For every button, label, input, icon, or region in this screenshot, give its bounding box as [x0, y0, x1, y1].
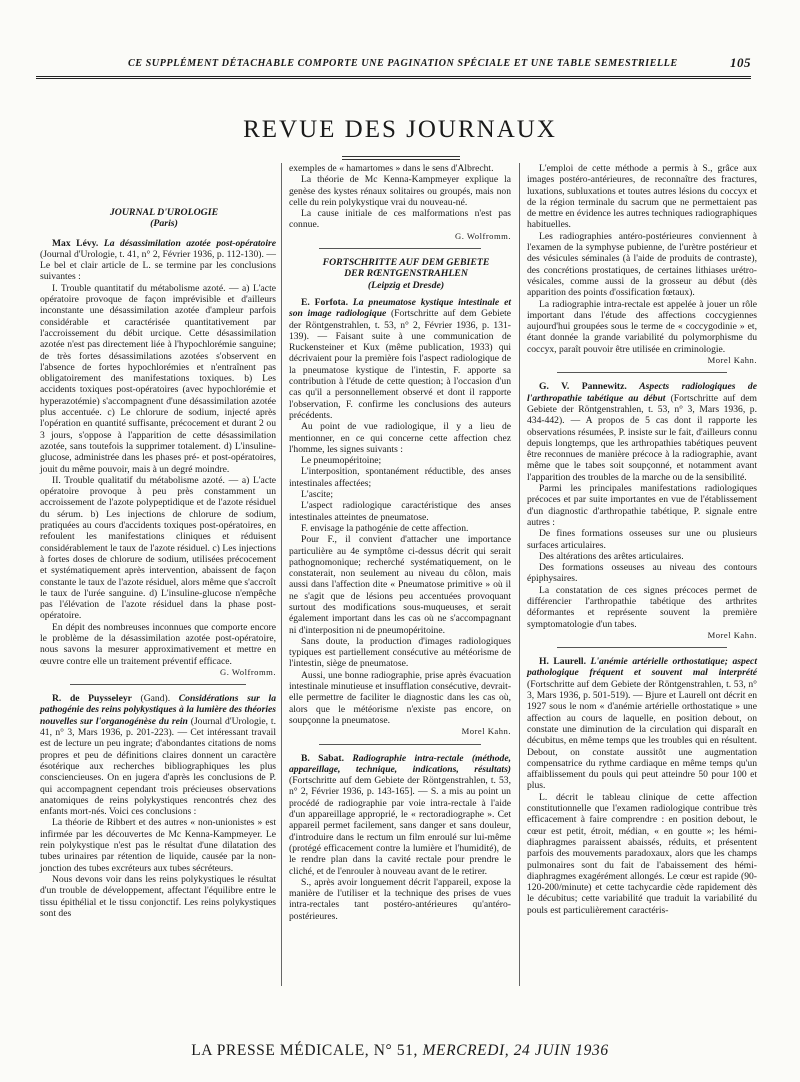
article-text: — A propos de 5 cas dont il rapporte les observations résumées, P. insiste sur le fait, d'ailleurs connu depuis longtemps, que les arthropathies tabétiques peuvent être reconnues de manière précoce à la radiographie, avant même que le tabes soit soupçonné, et notamment avant l'apparition des troubles de la marche ou de la sensibilité. [527, 415, 757, 483]
page-title: REVUE DES JOURNAUX [243, 116, 557, 143]
signature: G. Wolfromm. [220, 666, 276, 677]
article-paragraph: Les radiographies antéro-postérieures conviennent à l'examen de la symphyse pubienne, de l'urètre postérieur et des vésicules séminales (à l'aide de produits de contraste), des concrétions prostatiques, de certaines lithiases urétro-vésicales, comme aussi de la grosseur au début (dès apparition des points d'ossification fœtaux). [527, 230, 757, 299]
article-paragraph: L. décrit le tableau clinique de cette affection constitutionnelle que l'examen radiologique contribue très efficacement à faire comprendre : en position debout, le cœur est petit, étroit, médian, « en goutte »; les hémi-diaphragmes paraissent abaissés, réduits, et présentent parfois des mouvements paradoxaux, alors que les champs pulmonaires sont du fait de l'abaissement des hémi-diaphragmes exagérément allongés. Le cœur est rapide (90-120-200/minute) et cette tachycardie cède rapidement dès le décubitus; cette variabilité que traduit la variabilité du pouls est particulièrement caractéris- [527, 791, 757, 916]
list-item: L'aspect radiologique caractéristique des anses intestinales atteintes de pneumatose. [289, 500, 511, 523]
running-header [36, 54, 751, 76]
journal-city: (Paris) [150, 218, 178, 230]
article-title: L'anémie artérielle orthostatique; aspect pathologique fréquent et souvent mal interprété [527, 656, 757, 679]
article-paragraph: I. Trouble quantitatif du métabolisme azoté. — a) L'acte opératoire provoque de façon imprévisible et d'ailleurs inconstante une désassimilation azotée d'ampleur parfois considérable et caractérisée quantitativement par l'accroissement du débit urcique. Cette désassimilation azotée n'est pas directement liée à l'hypochlorémie sanguine; de très fortes désassimilations azotées s'observent en l'absence de fortes hypochlorémies et n'entraînent pas obligatoirement des manifestations toxiques. b) Les accidents toxiques post-opératoires (avec hypochlorémie et hyperazotémie) s'accompagnent d'une désassimilation azotée plus accentuée. c) Le chlorure de sodium, injecté après l'opération en quantité suffisante, précocement et durant 2 ou 3 jours, s'oppose à l'apparition de cette désassimilation azotée, sans toutefois la supprimer totalement. d) L'insuline-glucose, administrée dans les phases pré- et post-opératoires, jouit du même pouvoir, mais à un degré moindre. [40, 282, 276, 475]
article-paragraph: S., après avoir longuement décrit l'appareil, expose la manière de l'utiliser et la technique des prises de vues intra-rectales tant postéro-antérieures qu'antéro-postérieures. [289, 876, 511, 922]
column-divider-2 [519, 163, 520, 986]
separator [319, 248, 481, 249]
list-item: Des altérations des arêtes articulaires. [539, 550, 684, 562]
article-5 [527, 381, 757, 483]
article-title: La pneumatose kystique intestinale et son image radiologique [289, 296, 511, 320]
article-reference: (Fortschritte auf dem Gebiete der Röntgenstrahlen, t. 53, n° 2, Février 1936, p. 143-165]. [289, 775, 511, 798]
footer-journal: LA PRESSE MÉDICALE, N° 51, [191, 1042, 418, 1059]
article-text: — Le bel et clair article de L. se termine par les conclusions suivantes : [40, 248, 276, 283]
list-item: L'ascite; [301, 489, 334, 501]
article-title: Radiographie intra-rectale (méthode, appareillage, technique, indications, résultats) [289, 752, 511, 775]
article-paragraph: La constatation de ces signes précoces permet de différencier l'arthropathie tabétique des arthrites déformantes et représente souvent la première symptomatologie d'un tabes. [527, 584, 757, 630]
article-paragraph: exemples de « hamartomes » dans le sens d'Albrecht. [289, 163, 494, 174]
list-item: De fines formations osseuses sur une ou plusieurs surfaces articulaires. [527, 528, 757, 551]
list-item: Le pneumopéritoine; [301, 455, 382, 467]
article-paragraph: La théorie de Mc Kenna-Kampmeyer explique la genèse des kystes rénaux solitaires ou groupés, mais non celle du rein polykystique vrai du nouveau-né. [289, 174, 511, 208]
article-paragraph: En dépit des nombreuses inconnues que comporte encore le problème de la désassimilation azotée post-opératoire, nous savons la mesurer approximativement et mettre en œuvre contre elle un traitement préventif efficace. [40, 621, 276, 667]
column-1 [40, 207, 276, 919]
header-rule [36, 76, 751, 77]
article-paragraph: II. Trouble qualitatif du métabolisme azoté. — a) L'acte opératoire provoque à peu près constamment un accroissement de l'azote polypeptidique et de l'azote résiduel du sérum. b) Les injections de chlorure de sodium, pratiquées au cours d'accidents toxiques post-opératoires, en refoulent les manifestations cliniques et réduisent considérablement le taux de l'azote résiduel. c) Les injections à fortes doses de chlorure de sodium, utilisées précocement et systématiquement après intervention, abaissent de façon constante le taux de l'azote résiduel, alors même que s'accroît le taux de l'urée sanguine. d) L'insuline-glucose n'empêche pas l'élévation de l'azote résiduel dans la phase post-opératoire. [40, 474, 276, 622]
article-author: E. Forfota. [301, 296, 348, 308]
article-reference: (Fortschritte auf dem Gebiete der Röntgenstrahlen, t. 53, n° 3, Mars 1936, p. 434-442). [527, 392, 757, 427]
article-1 [40, 238, 276, 283]
header-rule-2 [36, 78, 751, 79]
article-reference: (Journal d'Urologie, t. 41, n° 3, Mars 1936, p. 201-223). [40, 715, 276, 739]
article-title: Considérations sur la pathogénie des reins polykystiques à la lumière des théories nouvelles sur l'organogénèse du rein [40, 693, 276, 727]
article-author: H. Laurell. [539, 656, 586, 668]
article-author: B. Sabat. [301, 752, 344, 764]
article-reference: (Fortschritte auf dem Gebiete der Röntgenstrahlen, t. 53, n° 3, Mars 1936, p. 501-519). [527, 678, 757, 702]
running-header-text: CE SUPPLÉMENT DÉTACHABLE COMPORTE UNE PAGINATION SPÉCIALE ET UNE TABLE SEMESTRIELLE [128, 58, 678, 69]
article-reference: (Journal d'Urologie, t. 41, n° 2, Février 1936, p. 112-130). [40, 248, 264, 260]
column-divider-1 [281, 163, 282, 986]
separator [319, 744, 481, 745]
column-3 [527, 163, 757, 916]
title-rule-2 [342, 159, 460, 160]
article-paragraph: Au point de vue radiologique, il y a lieu de mentionner, en ce qui concerne cette affection chez l'homme, les signes suivants : [289, 421, 511, 455]
list-item: Des formations osseuses au niveau des contours épiphysaires. [527, 562, 757, 585]
article-6 [527, 656, 757, 792]
article-author: Max Lévy. [52, 237, 99, 249]
article-paragraph: Sans doute, la production d'images radiologiques typiques est partiellement consécutive au météorisme de l'intestin, siège de pneumatose. [289, 635, 511, 670]
article-paragraph: Pour F., il convient d'attacher une importance particulière au 4e symptôme ci-dessus décrit qui serait pathognomonique; recherché systématiquement, on le constaterait, non seulement au niveau du côlon, mais aussi dans l'affection dite « Pneumatose primitive » où il ne s'agit que de lésions peu accentuées provoquant surtout des modifications sous-muqueuses, et serait également important dans les cas où ne s'accompagnant ni d'interposition ni de pneumopéritoine. [289, 534, 511, 636]
journal-name: JOURNAL D'UROLOGIE [109, 207, 219, 218]
article-text: — Faisant suite à une communication de Ruckensteiner et Kux (même publication, 1933) qui décrivaient pour la première fois l'aspect radiologique de la pneumatose kystique de l'intestin, F. apporte sa contribution à l'étude de cette question; à l'occasion d'un cas qu'il a personnellement observé et dont il rapporte l'observation, F. confirme les conclusions des auteurs précédents. [289, 330, 511, 421]
journal-name-2: DER RŒNTGENSTRAHLEN [344, 268, 468, 280]
article-4 [289, 753, 511, 877]
article-paragraph: La radiographie intra-rectale est appelée à jouer un rôle important dans l'étude des affections coccygiennes aujourd'hui groupées sous le terme de « coccygodinie » et, étant donnée la grande variabilité du polymorphisme du coccyx, paraît pouvoir être utilisée en criminologie. [527, 298, 757, 355]
article-title: Aspects radiologiques de l'arthropathie tabétique au début [527, 381, 757, 404]
article-paragraph: L'emploi de cette méthode a permis à S., grâce aux images postéro-antérieures, de reconnaître des fractures, luxations, subluxations et toutes autres lésions du coccyx et de la région terminale du sacrum que ne permettaient pas de mettre en évidence les autres techniques radiographiques habituelles. [527, 163, 757, 231]
article-author: R. de Puysseleyr [52, 693, 132, 705]
journal-name: FORTSCHRITTE AUF DEM GEBIETE [322, 257, 490, 269]
signature: G. Wolfromm. [455, 230, 511, 241]
article-author: G. V. Pannewitz. [539, 381, 627, 393]
article-title: La désassimilation azotée post-opératoire [103, 237, 277, 249]
title-rule [342, 156, 460, 157]
footer [0, 1042, 800, 1060]
article-text: — Cet intéressant travail est de lecture un peu ingrate; d'abondantes citations de noms propres et peu de définitions claires donnent un caractère ésotérique aux recherches bibliographiques les plus consciencieuses. On en jugera d'après les conclusions de P. qui accompagnent cependant trois précieuses observations anatomiques de reins polykystiques rencontrés chez des enfants mort-nés. Voici ces conclusions : [40, 727, 276, 818]
signature: Morel Kahn. [461, 726, 511, 737]
article-paragraph: Parmi les principales manifestations radiologiques précoces et par suite importantes en vue de l'établissement d'un diagnostic d'arthropathie tabétique, P. signale entre autres : [527, 483, 757, 528]
article-paragraph: La cause initiale de ces malformations n'est pas connue. [289, 208, 511, 231]
separator [70, 684, 246, 685]
footer-date: MERCREDI, 24 JUIN 1936 [422, 1042, 609, 1059]
article-paragraph: Aussi, une bonne radiographie, prise après évacuation intestinale minutieuse et insufflation consécutive, devrait-elle permettre de faciliter le diagnostic dans les cas où, alors que le météorisme n'existe pas encore, on soupçonne la pneumatose. [289, 669, 512, 726]
article-paragraph: La théorie de Ribbert et des autres « non-unionistes » est infirmée par les découvertes de Mc Kenna-Kampmeyer. Le rein polykystique n'est pas le résultat d'une dilatation des tubes urinaires par rétention de liquide, causée par la non-jonction des tubes excréteurs aux tubes sécréteurs. [40, 817, 276, 874]
page-number: 105 [730, 55, 751, 70]
article-text: — S. a mis au point un procédé de radiographie par voie intra-rectale à l'aide d'un appareillage approprié, le « rectoradiographe ». Cet appareil permet facilement, sans danger et sans douleur, d'introduire dans le rectum un film enroulé sur lui-même (protégé efficacement contre la lumière et l'humidité), de le rendre plan dans la cavité rectale pour prendre le cliché, et de l'enrouler à nouveau avant de le retirer. [289, 786, 511, 877]
article-2 [40, 693, 276, 817]
journal-city: (Leipzig et Dresde) [367, 279, 445, 291]
article-paragraph: Nous devons voir dans les reins polykystiques le résultat d'un trouble de développement, affectant l'équilibre entre le tissu épithélial et le tissu conjonctif. Les reins polykystiques sont des [40, 873, 276, 919]
article-reference: (Fortschritte auf dem Gebiete der Röntgenstrahlen, t. 53, n° 2, Février 1936, p. 131-139). [289, 308, 511, 342]
separator [557, 372, 727, 373]
list-item: F. envisage la pathogénie de cette affection. [301, 522, 469, 534]
article-3 [289, 297, 511, 421]
column-2 [289, 163, 511, 922]
signature: Morel Kahn. [707, 355, 757, 366]
article-city: (Gand). [140, 693, 171, 705]
signature: Morel Kahn. [707, 629, 757, 640]
article-text: — Bjure et Laurell ont décrit en 1927 sous le nom « d'anémie artérielle orthostatique » une affection au cours de laquelle, en position debout, on constate une diminution de la circulation qui disparaît en décubitus, en même temps que les troubles qui en résultent. Debout, on constate aussitôt une augmentation compensatrice du rythme cardiaque en même temps qu'un affaiblissement du pouls qui peut atteindre 50 pour 100 et plus. [527, 690, 758, 792]
list-item: L'interposition, spontanément réductible, des anses intestinales affectées; [289, 466, 511, 489]
separator [557, 647, 727, 648]
